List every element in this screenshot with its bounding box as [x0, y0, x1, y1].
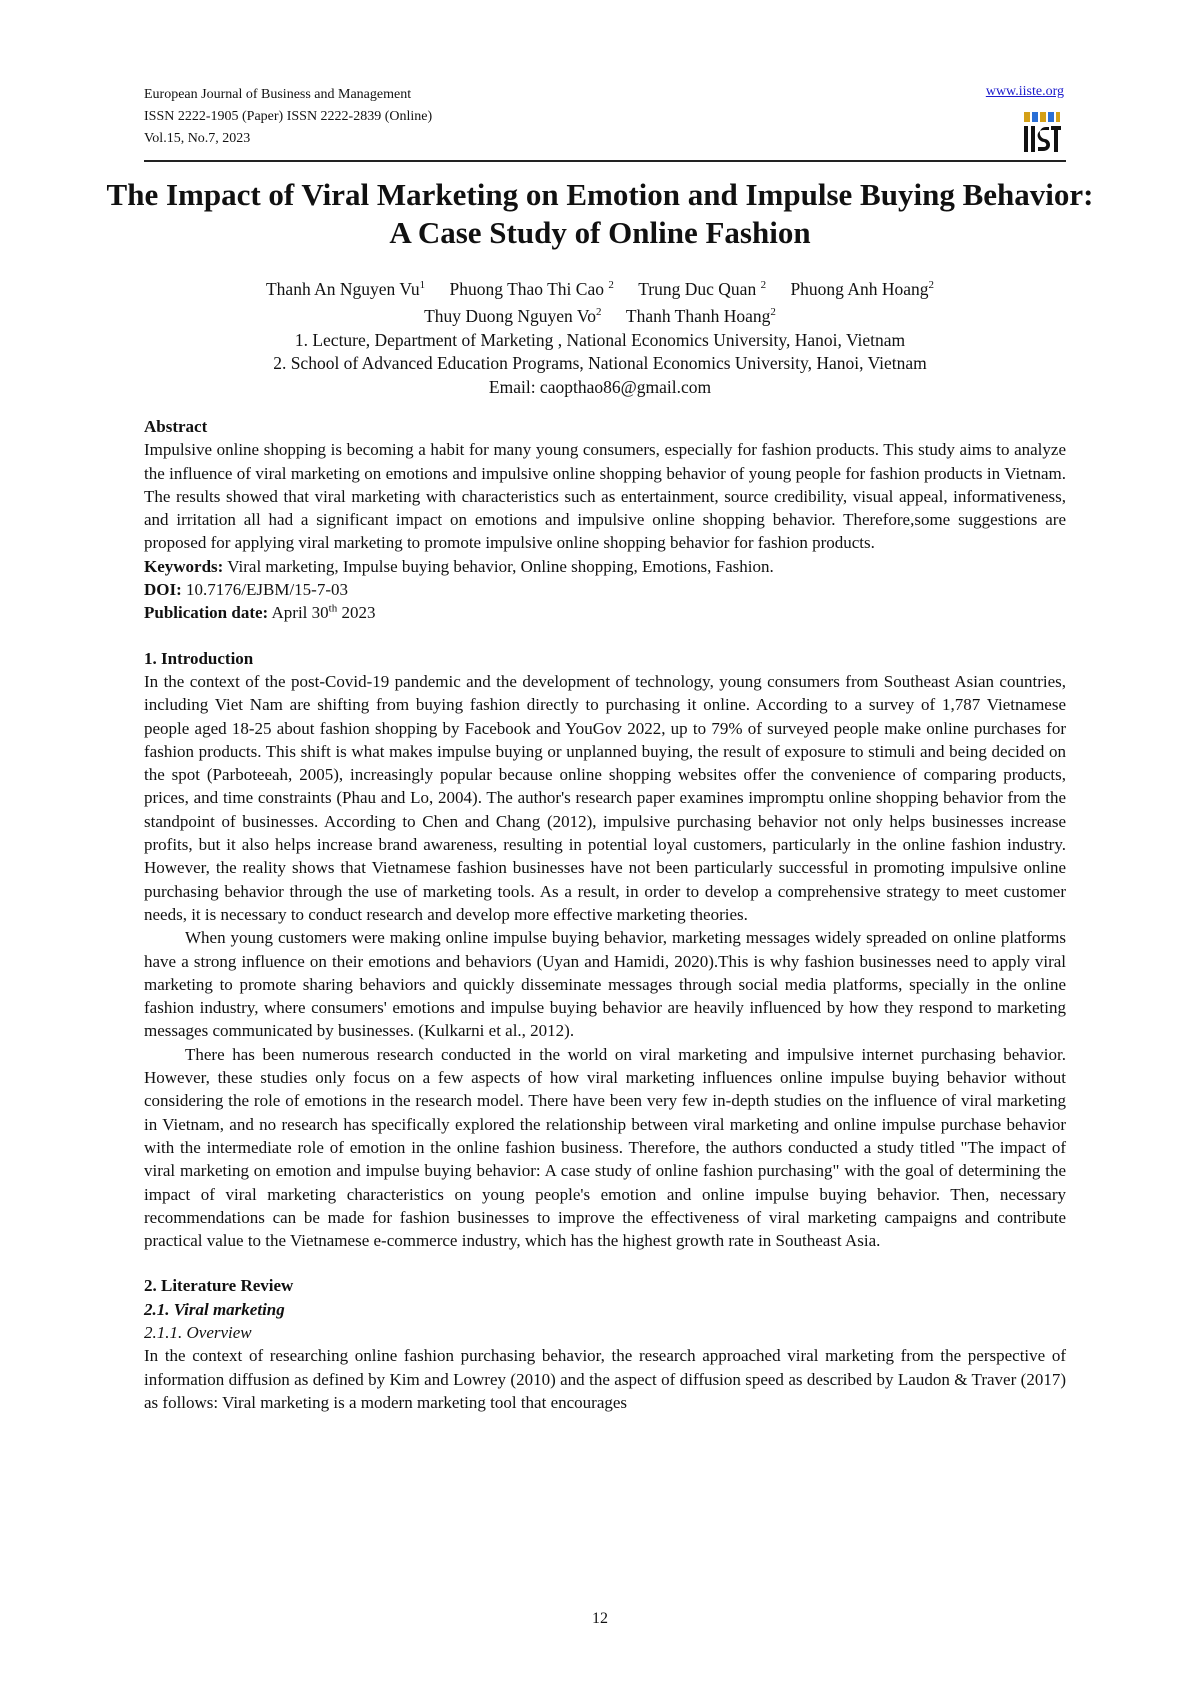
introduction-paragraph: When young customers were making online impulse buying behavior, marketing messages widely spreaded on online platforms have a strong influence on their emotions and behaviors (Uyan and Hamidi, 2020).This is why fashion businesses need to apply viral marketing to promote sharing behaviors and quickly disseminate messages through social media platforms, specially in the online fashion industry, where consumers' emotions and impulse buying behavior are heavily influenced by how they respond to marketing messages communicated by businesses. (Kulkarni et al., 2012). — [144, 928, 1066, 1041]
doi: DOI: 10.7176/EJBM/15-7-03 — [144, 580, 349, 600]
iiste-logo — [1022, 110, 1062, 156]
paper-body — [144, 415, 1066, 1414]
author: Trung Duc Quan $^2$ — [638, 278, 767, 299]
author: Thuy Duong Nguyen Vo$^2$ — [424, 306, 602, 327]
author: Thanh An Nguyen Vu$^1$ — [265, 278, 426, 299]
contact-email: Email: caopthao86@gmail.com — [488, 376, 712, 397]
author: Phuong Anh Hoang$^2$ — [790, 278, 935, 299]
journal-name: European Journal of Business and Management — [144, 87, 412, 102]
overview-subsubheading: 2.1.1. Overview — [144, 1322, 252, 1342]
journal-volume: Vol.15, No.7, 2023 — [144, 131, 251, 146]
author-block — [100, 274, 1100, 399]
affiliation-2: 2. School of Advanced Education Programs, National Economics University, Hanoi, Vietnam — [273, 353, 927, 374]
literature-review-heading: 2. Literature Review — [144, 1276, 294, 1296]
author-line-1 — [100, 274, 1100, 301]
viral-marketing-subheading: 2.1. Viral marketing — [144, 1299, 285, 1319]
introduction-paragraph: There has been numerous research conducted in the world on viral marketing and impulsive internet purchasing behavior. However, these studies only focus on a few aspects of how viral marketing influences online impulse buying behavior without considering the role of emotions in the research model. There have been very few in-depth studies on the influence of viral marketing in Vietnam, and no research has specifically explored the relationship between viral marketing and online impulse purchase behavior with the intermediate role of emotion in the online fashion business. Therefore, the authors conducted a study titled "The impact of viral marketing on emotion and impulse buying behavior: A case study of online fashion purchasing" with the goal of determining the impact of viral marketing characteristics on young people's emotion and online impulse buying behavior. Then, necessary recommendations can be made for fashion businesses to improve the effectiveness of viral marketing campaigns and contribute practical value to the Vietnamese e-commerce industry, which has the highest growth rate in Southeast Asia. — [144, 1044, 1066, 1251]
abstract-text: Impulsive online shopping is becoming a habit for many young consumers, especially for fashion products. This study aims to analyze the influence of viral marketing on emotions and impulsive online shopping behavior of young people for fashion products in Vietnam. The results showed that viral marketing with characteristics such as entertainment, source credibility, visual appeal, informativeness, and irritation all had a significant impact on emotions and impulsive online shopping behavior. Therefore,some suggestions are proposed for applying viral marketing to promote impulsive online shopping behavior for fashion products. — [144, 440, 1066, 553]
introduction-paragraph: In the context of the post-Covid-19 pandemic and the development of technology, young consumers from Southeast Asian countries, including Viet Nam are shifting from buying fashion directly to purchasing it online. According to a survey of 1,787 Vietnamese people aged 18-25 about fashion shopping by Facebook and YouGov 2022, up to 79% of surveyed people make online purchases for fashion products. This shift is what makes impulse buying or unplanned buying, the result of exposure to stimuli and being decided on the spot (Parboteeah, 2005), increasingly popular because online shopping websites offer the convenience of comparing products, prices, and time constraints (Phau and Lo, 2004). The author's research paper examines impromptu online shopping behavior from the standpoint of businesses. According to Chen and Chang (2012), impulsive purchasing behavior not only helps businesses increase profits, but it also helps increase brand awareness, resulting in potential loyal customers, particularly in the online fashion industry. However, the reality shows that Vietnamese fashion businesses have not been particularly successful in promoting impulsive online purchasing behavior through the use of marketing tools. As a result, in order to develop a comprehensive strategy to meet customer needs, it is necessary to conduct research and develop more effective marketing theories. — [144, 671, 1066, 924]
page-number: 12 — [592, 1610, 608, 1627]
author: Thanh Thanh Hoang$^2$ — [625, 306, 776, 327]
journal-header — [144, 84, 1064, 160]
author: Phuong Thao Thi Cao $^2$ — [449, 278, 614, 299]
header-rule — [144, 160, 1066, 162]
website-link[interactable]: www.iiste.org — [985, 84, 1064, 99]
keywords: Keywords: Viral marketing, Impulse buying behavior, Online shopping, Emotions, Fashion. — [144, 556, 774, 576]
introduction-heading: 1. Introduction — [144, 648, 254, 668]
abstract-heading: Abstract — [144, 417, 208, 436]
literature-paragraph: In the context of researching online fashion purchasing behavior, the research approached viral marketing from the perspective of information diffusion as defined by Kim and Lowrey (2010) and the aspect of diffusion speed as described by Laudon & Traver (2017) as follows: Viral marketing is a modern marketing tool that encourages — [144, 1346, 1066, 1412]
affiliation-1: 1. Lecture, Department of Marketing , National Economics University, Hanoi, Vietnam — [294, 329, 906, 350]
paper-title: The Impact of Viral Marketing on Emotion and Impulse Buying Behavior: A Case Study of Online Fashion — [106, 177, 1094, 250]
publication-date: Publication date: April 30th 2023 — [144, 602, 376, 623]
journal-issn: ISSN 2222-1905 (Paper) ISSN 2222-2839 (Online) — [144, 109, 433, 124]
author-line-2 — [100, 301, 1100, 328]
